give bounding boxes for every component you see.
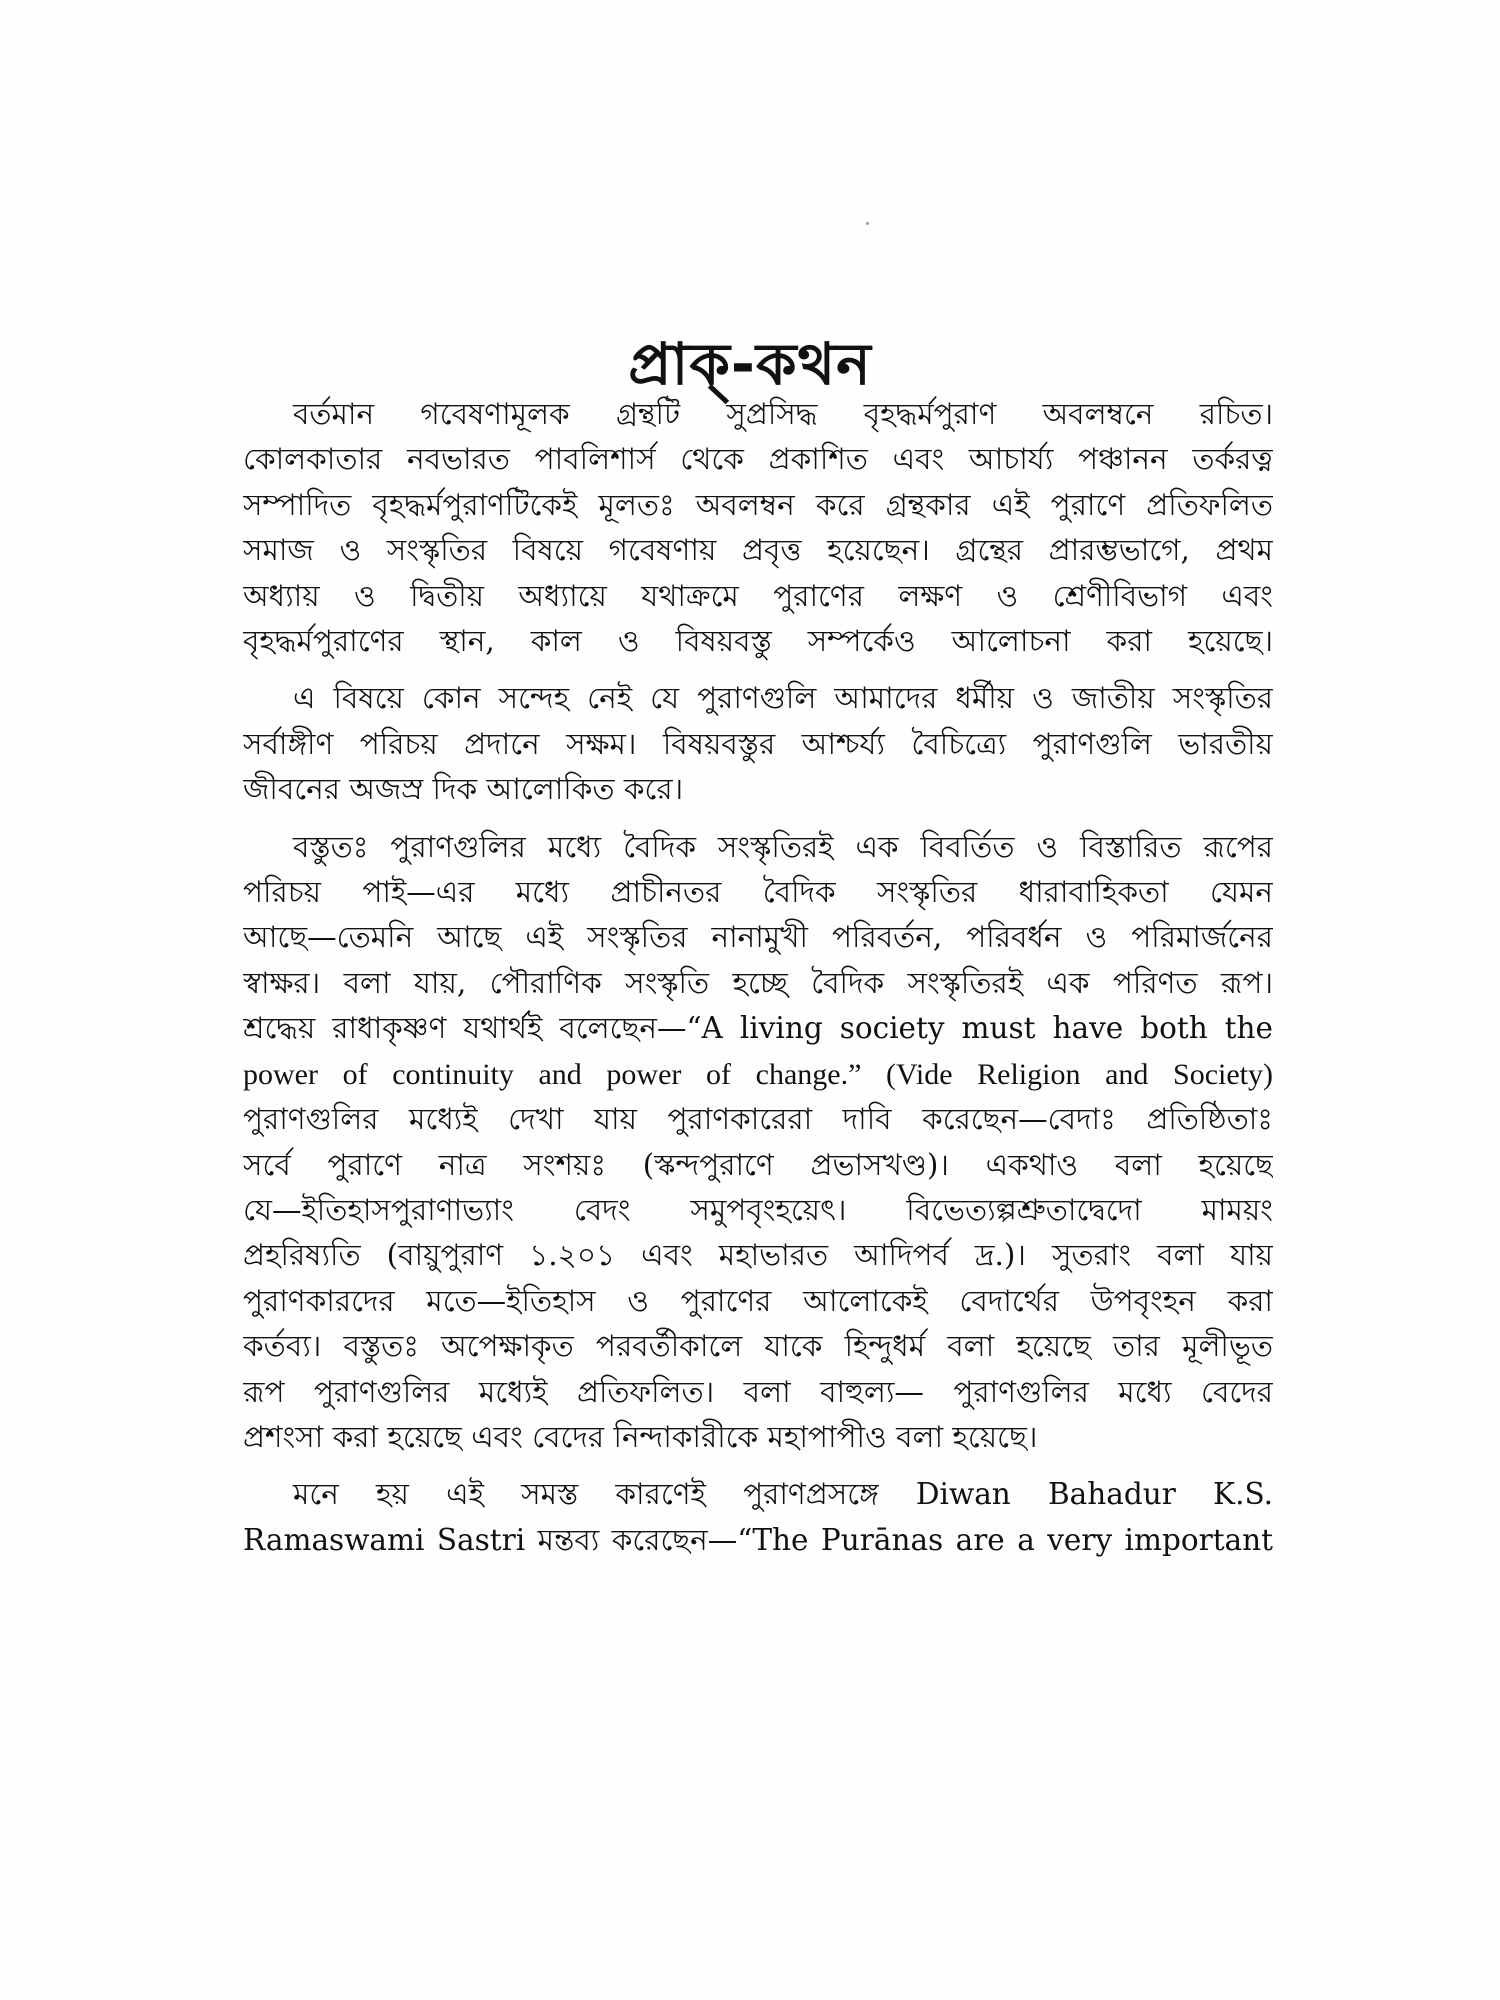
text-line: Ramaswami Sastri মন্তব্য করেছেন—“The Purānas are a very important [243,1522,1273,1557]
text-line: স্বাক্ষর। বলা যায়, পৌরাণিক সংস্কৃতি হচ্ছে বৈদিক সংস্কৃতিরই এক পরিণত রূপ। [243,965,1273,1000]
text-line: সর্বাঙ্গীণ পরিচয় প্রদানে সক্ষম। বিষয়বস্তুর আশ্চর্য্য বৈচিত্র্যে পুরাণগুলি ভারতীয় [243,726,1273,761]
text-line: প্রহরিষ্যতি (বায়ুপুরাণ ১.২০১ এবং মহাভারত আদিপর্ব দ্র.)। সুতরাং বলা যায় [243,1238,1273,1273]
text-line: জীবনের অজস্র দিক আলোকিত করে। [243,772,684,807]
text-line: পরিচয় পাই—এর মধ্যে প্রাচীনতর বৈদিক সংস্কৃতির ধারাবাহিকতা যেমন [243,875,1273,910]
text-line: সম্পাদিত বৃহদ্ধর্মপুরাণটিকেই মূলতঃ অবলম্বন করে গ্রন্থকার এই পুরাণে প্রতিফলিত [243,487,1273,522]
text-line: সমাজ ও সংস্কৃতির বিষয়ে গবেষণায় প্রবৃত্ত হয়েছেন। গ্রন্থের প্রারম্ভভাগে, প্রথম [243,533,1273,568]
body-text [243,392,1273,1575]
text-line: কোলকাতার নবভারত পাবলিশার্স থেকে প্রকাশিত এবং আচার্য্য পঞ্চানন তর্করত্ন [243,442,1273,477]
text-line: কর্তব্য। বস্তুতঃ অপেক্ষাকৃত পরবর্তীকালে যাকে হিন্দুধর্ম বলা হয়েছে তার মূলীভূত [243,1329,1273,1364]
page-title: প্রাক্-কথন [628,329,872,398]
paragraph-1 [243,392,1273,664]
text-line: প্রশংসা করা হয়েছে এবং বেদের নিন্দাকারীকে মহাপাপীও বলা হয়েছে। [243,1419,1038,1454]
paragraph-2 [243,676,1273,812]
paragraph-4 [243,1472,1273,1563]
text-line: আছে—তেমনি আছে এই সংস্কৃতির নানামুখী পরিবর্তন, পরিবর্ধন ও পরিমার্জনের [243,920,1273,955]
text-line: পুরাণকারদের মতে—ইতিহাস ও পুরাণের আলোকেই বেদার্থের উপবৃংহন করা [243,1283,1273,1318]
print-speck [866,222,869,225]
paragraph-3 [243,825,1273,1461]
text-line: power of continuity and power of change.” (Vide Religion and Society) [243,1057,1273,1091]
text-line: শ্রদ্ধেয় রাধাকৃষ্ণণ যথার্থই বলেছেন—“A living society must have both the [243,1011,1273,1046]
text-line: মনে হয় এই সমস্ত কারণেই পুরাণপ্রসঙ্গে Diwan Bahadur K.S. [293,1477,1273,1512]
text-line: বৃহদ্ধর্মপুরাণের স্থান, কাল ও বিষয়বস্তু সম্পর্কেও আলোচনা করা হয়েছে। [243,624,1273,659]
text-line: এ বিষয়ে কোন সন্দেহ নেই যে পুরাণগুলি আমাদের ধর্মীয় ও জাতীয় সংস্কৃতির [293,681,1273,716]
text-line: বর্তমান গবেষণামূলক গ্রন্থটি সুপ্রসিদ্ধ বৃহদ্ধর্মপুরাণ অবলম্বনে রচিত। [293,397,1273,431]
text-line: রূপ পুরাণগুলির মধ্যেই প্রতিফলিত। বলা বাহুল্য— পুরাণগুলির মধ্যে বেদের [243,1374,1273,1409]
text-line: পুরাণগুলির মধ্যেই দেখা যায় পুরাণকারেরা দাবি করেছেন—বেদাঃ প্রতিষ্ঠিতাঃ [243,1102,1273,1137]
text-line: বস্তুতঃ পুরাণগুলির মধ্যে বৈদিক সংস্কৃতিরই এক বিবর্তিত ও বিস্তারিত রূপের [293,829,1273,864]
text-line: যে—ইতিহাসপুরাণাভ্যাং বেদং সমুপবৃংহয়েৎ। বিভেত্যল্পশ্রুতাদ্বেদো মাময়ং [243,1192,1273,1227]
text-line: অধ্যায় ও দ্বিতীয় অধ্যায়ে যথাক্রমে পুরাণের লক্ষণ ও শ্রেণীবিভাগ এবং [243,578,1273,613]
text-line: সর্বে পুরাণে নাত্র সংশয়ঃ (স্কন্দপুরাণে প্রভাসখণ্ড)। একথাও বলা হয়েছে [243,1147,1273,1182]
